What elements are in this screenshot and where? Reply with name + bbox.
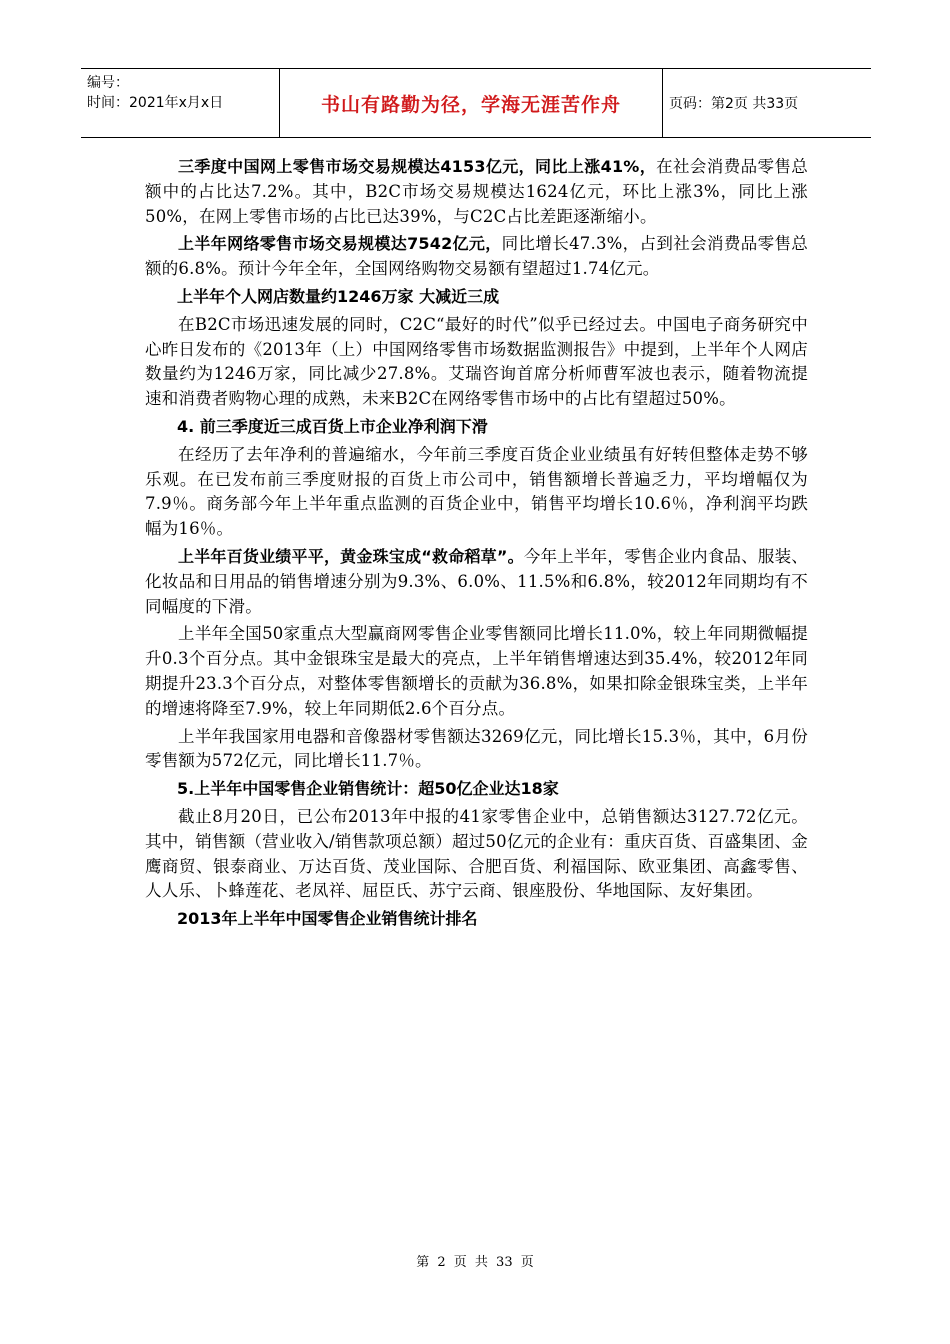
header-number-label: 编号： — [87, 75, 129, 91]
header-motto: 书山有路勤为径，学海无涯苦作舟 — [279, 69, 663, 137]
paragraph-h1-online-retail — [145, 232, 808, 282]
paragraph-gold-bold: 上半年百货业绩平平，黄金珠宝成“救命稻草”。 — [178, 546, 524, 566]
paragraph-q3-bold: 三季度中国网上零售市场交易规模达4153亿元，同比上涨41%， — [178, 157, 657, 176]
page-footer: 第 2 页 共 33 页 — [416, 1255, 534, 1270]
heading-ranking-title: 2013年上半年中国零售企业销售统计排名 — [177, 909, 478, 929]
header-page-label: 页码：第2页 共33页 — [669, 96, 799, 112]
paragraph-gold-rest: 今年上半年，零售企业内食品、服装、化妆品和日用品的销售增速分别为9.3%、6.0%、11.5%和6.8%，较2012年同期均有不同幅度的下滑。 — [145, 546, 808, 616]
paragraph-b2c-c2c: 在B2C市场迅速发展的同时，C2C“最好的时代”似乎已经过去。中国电子商务研究中心昨日发布的《2013年（上）中国网络零售市场数据监测报告》中提到，上半年个人网店数量约为1246万家，同比减少27.8%。艾瑞咨询首席分析师曹军波也表示，随着物流提速和消费者购物心理的成熟，未来B2C在网络零售市场中的占比有望超过50%。 — [145, 314, 808, 409]
paragraph-sales-stats: 截止8月20日，已公布2013年中报的41家零售企业中，总销售额达3127.72亿元。其中，销售额（营业收入/销售款项总额）超过50亿元的企业有：重庆百货、百盛集团、金鹰商贸、银泰商业、万达百货、茂业国际、合肥百货、利福国际、欧亚集团、高鑫零售、人人乐、卜蜂莲花、老凤祥、屈臣氏、苏宁云商、银座股份、华地国际、友好集团。 — [145, 806, 808, 901]
document-body — [145, 155, 808, 932]
heading-personal-stores: 上半年个人网店数量约1246万家 大减近三成 — [177, 286, 500, 306]
header-meta — [87, 73, 272, 113]
heading-section-4: 4. 前三季度近三成百货上市企业净利润下滑 — [177, 416, 488, 436]
paragraph-h1-bold: 上半年网络零售市场交易规模达7542亿元， — [178, 234, 502, 254]
paragraph-gold-jewelry — [145, 545, 808, 619]
paragraph-h1-rest: 同比增长47.3%，占到社会消费品零售总额的6.8%。预计今年全年，全国网络购物交易额有望超过1.74亿元。 — [145, 234, 809, 279]
heading-section-5: 5.上半年中国零售企业销售统计：超50亿企业达18家 — [177, 779, 559, 799]
header-time-label: 时间：2021年x月x日 — [87, 95, 224, 111]
paragraph-appliances: 上半年我国家用电器和音像器材零售额达3269亿元，同比增长15.3％，其中，6月份零售额为572亿元，同比增长11.7％。 — [145, 726, 808, 771]
paragraph-department-stores: 在经历了去年净利的普遍缩水，今年前三季度百货企业业绩虽有好转但整体走势不够乐观。在已发布前三季度财报的百货上市公司中，销售额增长普遍乏力，平均增幅仅为7.9％。商务部今年上半年重点监测的百货企业中，销售平均增长10.6％，净利润平均跌幅为16％。 — [145, 444, 808, 539]
paragraph-top50-retail: 上半年全国50家重点大型赢商网零售企业零售额同比增长11.0%，较上年同期微幅提升0.3个百分点。其中金银珠宝是最大的亮点，上半年销售增速达到35.4%，较2012年同期提升23.3个百分点，对整体零售额增长的贡献为36.8%，如果扣除金银珠宝类，上半年的增速将降至7.9%，较上年同期低2.6个百分点。 — [145, 624, 808, 718]
paragraph-q3-rest: 在社会消费品零售总额中的占比达7.2%。其中，B2C市场交易规模达1624亿元，环比上涨3%，同比上涨50%，在网上零售市场的占比已达39%，与C2C占比差距逐渐缩小。 — [145, 157, 808, 226]
paragraph-q3-online-retail — [145, 155, 808, 229]
page-header — [81, 68, 871, 138]
